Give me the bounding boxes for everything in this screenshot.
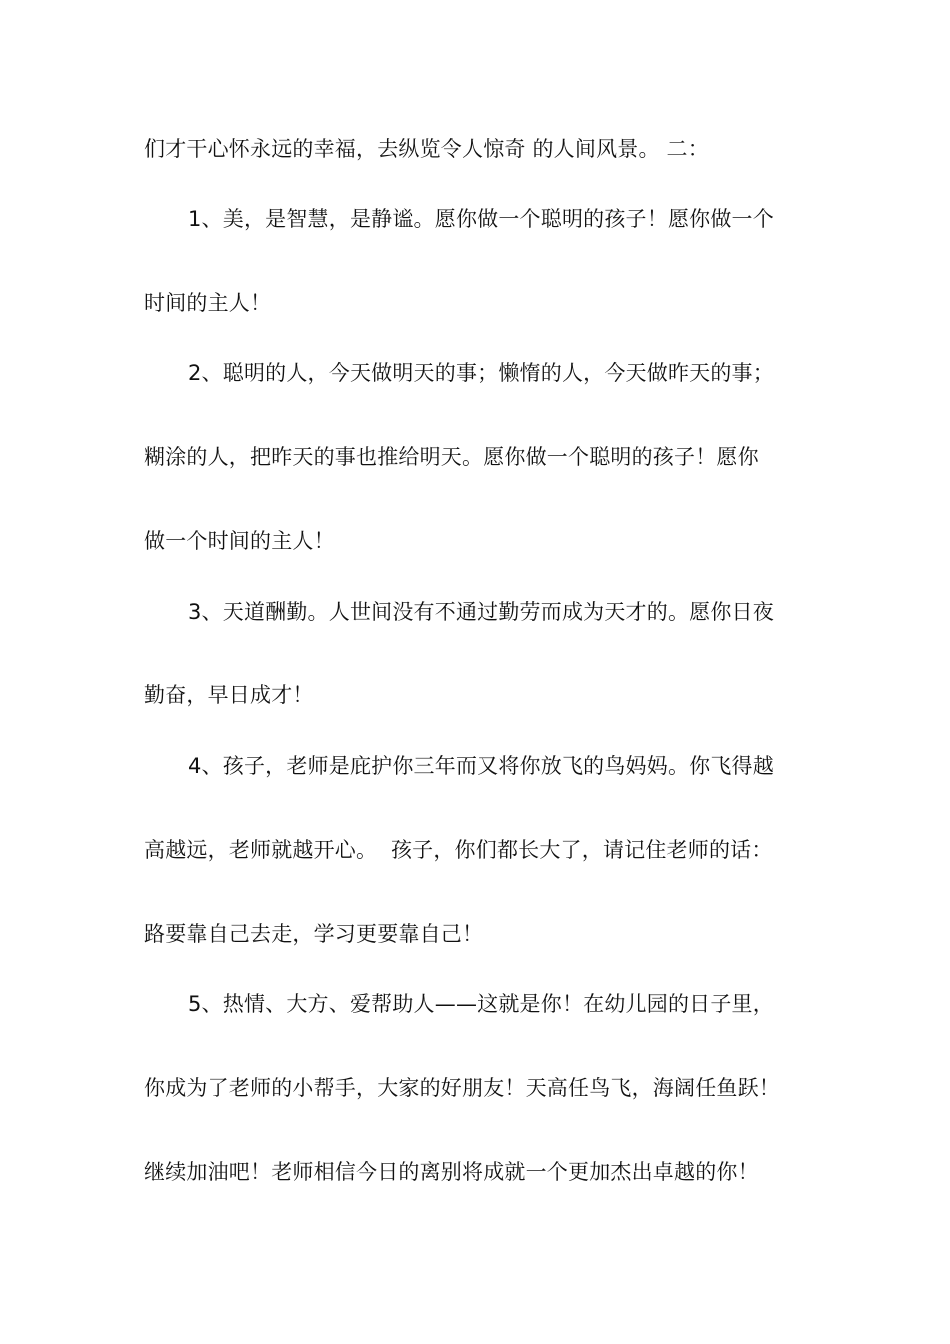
text-line: 勤奋，早日成才！ <box>144 683 314 707</box>
text-line: 3、天道酬勤。人世间没有不通过勤劳而成为天才的。愿你日夜 <box>188 600 774 624</box>
text-line: 们才干心怀永远的幸福，去纵览令人惊奇 的人间风景。 二： <box>144 137 709 161</box>
text-line: 路要靠自己去走，学习更要靠自己！ <box>144 922 484 946</box>
text-line: 高越远，老师就越开心。 孩子，你们都长大了，请记住老师的话： <box>144 838 773 862</box>
text-line: 2、聪明的人，今天做明天的事；懒惰的人，今天做昨天的事； <box>188 361 774 385</box>
text-line: 糊涂的人，把昨天的事也推给明天。愿你做一个聪明的孩子！愿你 <box>144 445 759 469</box>
text-line: 你成为了老师的小帮手，大家的好朋友！天高任鸟飞，海阔任鱼跃！ <box>144 1076 780 1100</box>
text-line: 5、热情、大方、爱帮助人——这就是你！在幼儿园的日子里， <box>188 992 774 1016</box>
text-line: 4、孩子，老师是庇护你三年而又将你放飞的鸟妈妈。你飞得越 <box>188 754 774 778</box>
text-line: 做一个时间的主人！ <box>144 529 335 553</box>
text-line: 继续加油吧！老师相信今日的离别将成就一个更加杰出卓越的你！ <box>144 1160 759 1184</box>
text-line: 时间的主人！ <box>144 291 272 315</box>
text-line: 1、美，是智慧，是静谧。愿你做一个聪明的孩子！愿你做一个 <box>188 207 774 231</box>
